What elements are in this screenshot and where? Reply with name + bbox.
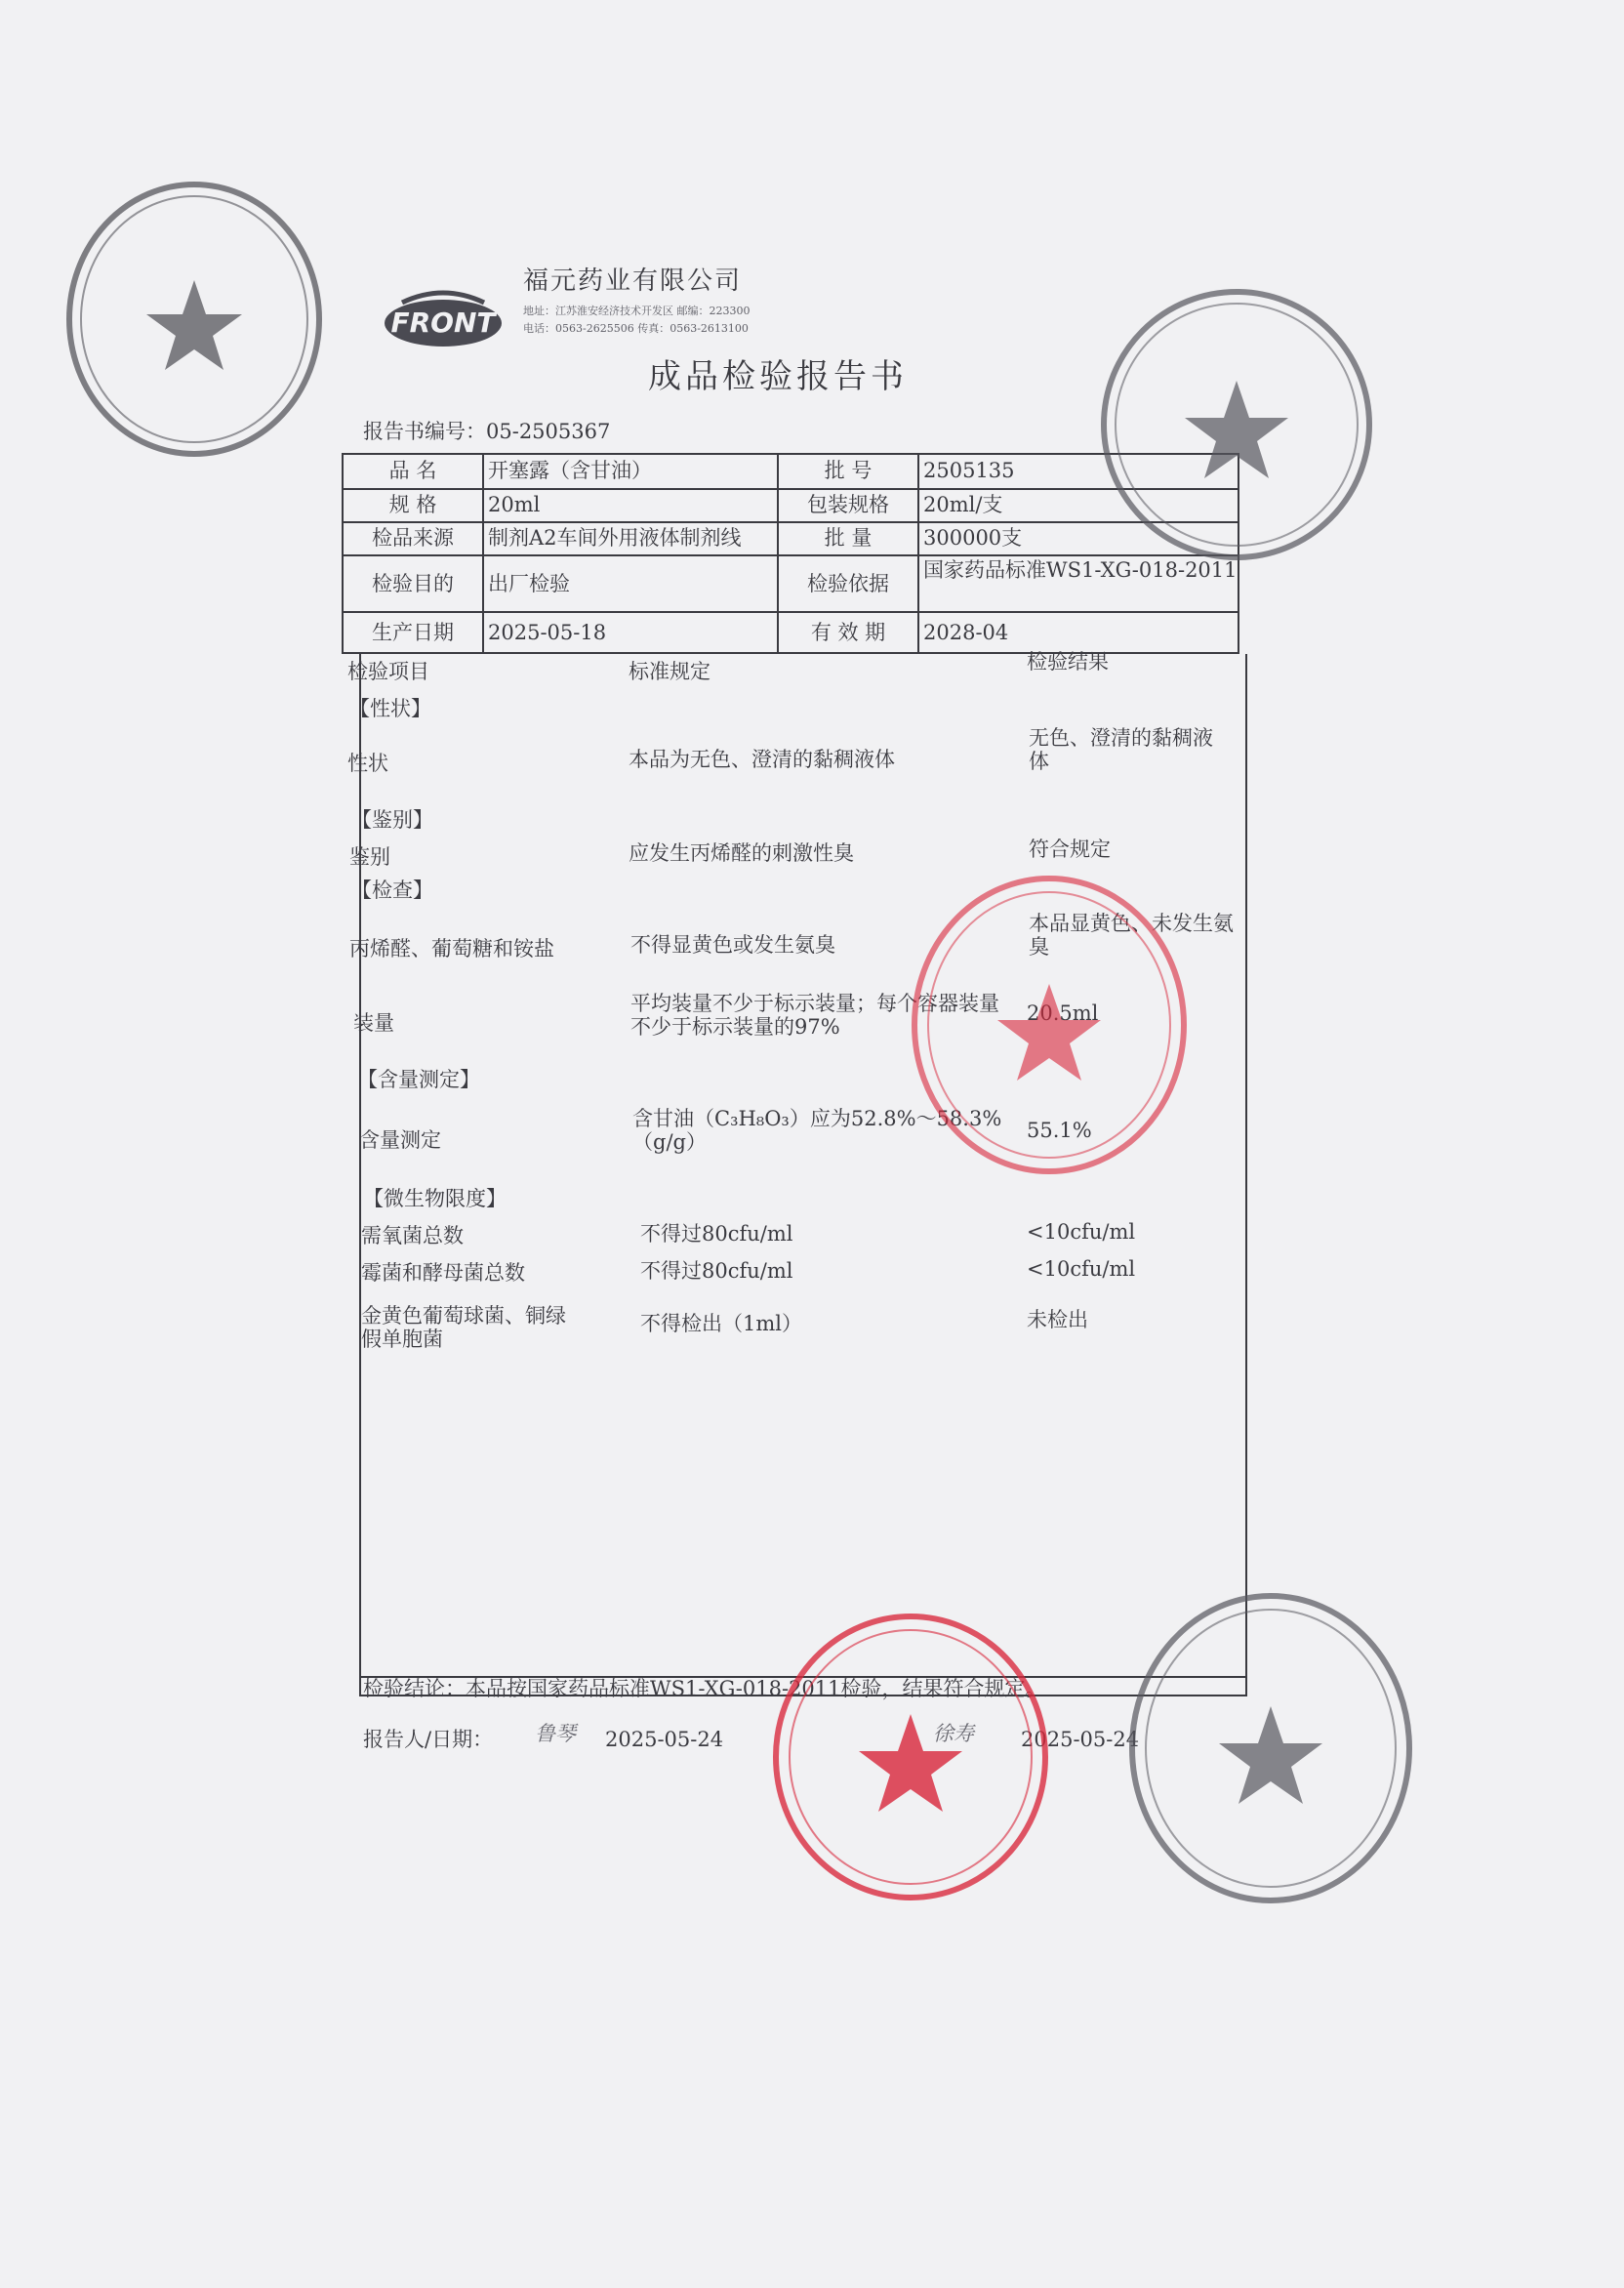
reporter-signature: 鲁琴	[535, 1722, 576, 1745]
quantity-label: 批 量	[824, 526, 873, 550]
production-date-value: 2025-05-18	[488, 621, 607, 644]
mold-standard: 不得过80cfu/ml	[640, 1259, 793, 1283]
package-value: 20ml/支	[923, 493, 1003, 516]
spec-label: 规 格	[388, 493, 437, 516]
reviewer-date: 2025-05-24	[1021, 1728, 1140, 1751]
aerobic-item: 需氧菌总数	[361, 1224, 464, 1247]
stamp-middle-red	[908, 869, 1191, 1181]
source-label: 检品来源	[372, 526, 454, 550]
aerobic-result: <10cfu/ml	[1027, 1220, 1136, 1244]
reviewer-signature: 徐寿	[933, 1722, 974, 1745]
batch-label: 批 号	[824, 459, 873, 482]
quantity-value: 300000支	[923, 526, 1023, 550]
report-number: 报告书编号：05-2505367	[363, 420, 611, 443]
star-icon	[146, 280, 242, 370]
basis-value: 国家药品标准WS1-XG-018-2011	[923, 558, 1238, 582]
stamp-top-left	[62, 178, 326, 461]
star-icon	[859, 1714, 962, 1812]
fill-result: 20.5ml	[1027, 1001, 1099, 1025]
document-title: 成品检验报告书	[648, 357, 908, 396]
stamp-top-right	[1097, 285, 1376, 564]
spec-value: 20ml	[488, 493, 541, 516]
company-name: 福元药业有限公司	[523, 266, 743, 296]
production-date-label: 生产日期	[372, 621, 454, 644]
staph-standard: 不得检出（1ml）	[640, 1312, 802, 1335]
identification-result: 符合规定	[1029, 838, 1111, 861]
star-icon	[1185, 381, 1288, 478]
logo-text: FRONT	[390, 306, 496, 339]
assay-standard: 含甘油（C₃H₈O₃）应为52.8%～58.3%（g/g）	[632, 1107, 1002, 1154]
col-header-standard: 标准规定	[629, 660, 710, 683]
package-label: 包装规格	[807, 493, 889, 516]
acrolein-result: 本品显黄色、未发生氨臭	[1029, 912, 1234, 959]
assay-item: 含量测定	[359, 1128, 441, 1152]
batch-value: 2505135	[923, 459, 1015, 482]
star-icon	[997, 984, 1101, 1081]
character-item: 性状	[347, 752, 388, 775]
fill-standard: 平均装量不少于标示装量；每个容器装量不少于标示装量的97%	[630, 992, 999, 1039]
star-icon	[1219, 1706, 1322, 1804]
purpose-value: 出厂检验	[488, 572, 570, 595]
reporter-date: 2025-05-24	[605, 1728, 724, 1751]
character-standard: 本品为无色、澄清的黏稠液体	[629, 748, 895, 771]
section-assay: 【含量测定】	[357, 1068, 480, 1091]
identification-standard: 应发生丙烯醛的刺激性臭	[629, 841, 854, 865]
section-character: 【性状】	[349, 697, 431, 720]
company-address: 地址：江苏淮安经济技术开发区 邮编：223300	[523, 305, 751, 317]
section-microbial: 【微生物限度】	[363, 1187, 507, 1210]
mold-item: 霉菌和酵母菌总数	[361, 1261, 525, 1285]
conclusion: 检验结论：本品按国家药品标准WS1-XG-018-2011检验，结果符合规定。	[363, 1677, 1046, 1700]
company-phone: 电话：0563-2625506 传真：0563-2613100	[523, 322, 749, 335]
purpose-label: 检验目的	[372, 572, 454, 595]
stamp-bottom-red	[769, 1611, 1052, 1903]
front-logo	[383, 289, 504, 349]
reporter-label: 报告人/日期：	[363, 1728, 494, 1751]
section-identification: 【鉴别】	[351, 808, 433, 832]
identification-item: 鉴别	[349, 845, 390, 869]
fill-item: 装量	[353, 1011, 394, 1035]
stamp-bottom-right	[1124, 1587, 1417, 1909]
assay-result: 55.1%	[1027, 1119, 1092, 1142]
character-result: 无色、澄清的黏稠液体	[1029, 726, 1213, 773]
staph-result: 未检出	[1027, 1308, 1088, 1331]
expiry-value: 2028-04	[923, 621, 1009, 644]
section-inspection: 【检查】	[351, 878, 433, 902]
staph-item: 金黄色葡萄球菌、铜绿假单胞菌	[361, 1304, 566, 1351]
acrolein-item: 丙烯醛、葡萄糖和铵盐	[349, 937, 554, 960]
expiry-label: 有 效 期	[810, 621, 886, 644]
acrolein-standard: 不得显黄色或发生氨臭	[630, 933, 835, 957]
product-name-value: 开塞露（含甘油）	[488, 459, 652, 482]
aerobic-standard: 不得过80cfu/ml	[640, 1222, 793, 1246]
product-name-label: 品 名	[388, 459, 437, 482]
col-header-item: 检验项目	[347, 660, 429, 683]
basis-label: 检验依据	[807, 572, 889, 595]
col-header-result: 检验结果	[1027, 650, 1109, 674]
mold-result: <10cfu/ml	[1027, 1257, 1136, 1281]
source-value: 制剂A2车间外用液体制剂线	[488, 526, 742, 550]
